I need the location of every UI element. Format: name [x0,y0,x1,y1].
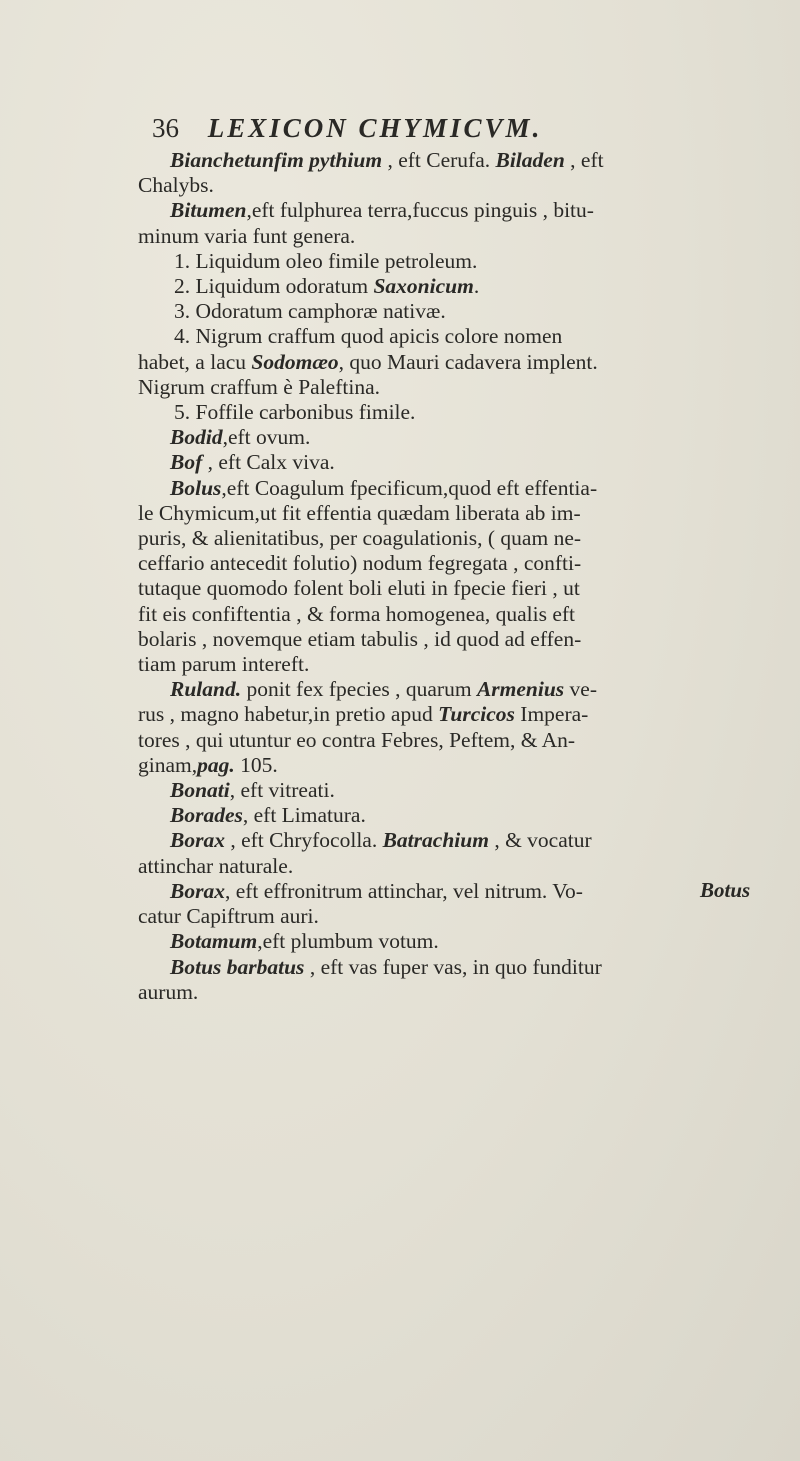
text-line: Borax, eft effronitrum attinchar, vel nitrum. Vo- [170,878,583,903]
text-line: tiam parum intereft. [138,652,310,677]
text-line: 1. Liquidum oleo fimile petroleum. [174,248,478,273]
text-line: le Chymicum,ut fit effentia quædam liberata ab im- [138,500,581,525]
text-line: Chalybs. [138,173,214,198]
text-line: Nigrum craffum è Paleftina. [138,374,380,399]
text-line: 4. Nigrum craffum quod apicis colore nomen [174,324,563,349]
text-line: Borades, eft Limatura. [170,803,366,828]
text-line: Borax , eft Chryfocolla. Batrachium , & vocatur [170,828,592,853]
body-text [138,148,776,1005]
text-line: 3. Odoratum camphoræ nativæ. [174,299,446,324]
text-line: 5. Foffile carbonibus fimile. [174,400,416,425]
text-line: ceffario antecedit folutio) nodum fegregata , confti- [138,551,582,576]
text-line: Botamum,eft plumbum votum. [170,929,439,954]
text-line: tores , qui utuntur eo contra Febres, Peftem, & An- [138,727,576,752]
text-line: fit eis confiftentia , & forma homogenea, qualis eft [138,601,576,626]
page-header [152,108,712,148]
running-title: LEXICON CHYMICVM. [207,113,543,143]
page-number: 36 [152,113,179,143]
catchword: Botus [700,878,751,902]
text-line: 2. Liquidum odoratum Saxonicum. [174,274,480,299]
text-line: attinchar naturale. [138,853,294,878]
text-line: puris, & alienitatibus, per coagulationis, ( quam ne- [138,526,582,551]
text-line: Bodid,eft ovum. [170,425,311,450]
text-line: ginam,pag. 105. [138,752,278,777]
text-line: bolaris , novemque etiam tabulis , id quod ad effen- [138,626,582,651]
text-line: minum varia funt genera. [138,223,356,248]
text-line: Bonati, eft vitreati. [170,778,335,803]
text-line: Botus barbatus , eft vas fuper vas, in quo funditur [170,954,602,979]
text-line: Bianchetunfim pythium , eft Cerufa. Biladen , eft [170,148,604,172]
text-line: Bitumen,eft fulphurea terra,fuccus pinguis , bitu- [170,198,594,223]
text-line: catur Capiftrum auri. [138,904,319,929]
text-line: habet, a lacu Sodomæo, quo Mauri cadavera implent. [138,349,598,374]
text-line: Bof , eft Calx viva. [170,450,335,475]
text-line: Bolus,eft Coagulum fpecificum,quod eft effentia- [170,475,598,500]
text-line: aurum. [138,979,199,1004]
text-line: tutaque quomodo folent boli eluti in fpecie fieri , ut [138,576,580,601]
text-line: Ruland. ponit fex fpecies , quarum Armenius ve- [170,677,597,702]
text-line: rus , magno habetur,in pretio apud Turcicos Impera- [138,702,589,727]
